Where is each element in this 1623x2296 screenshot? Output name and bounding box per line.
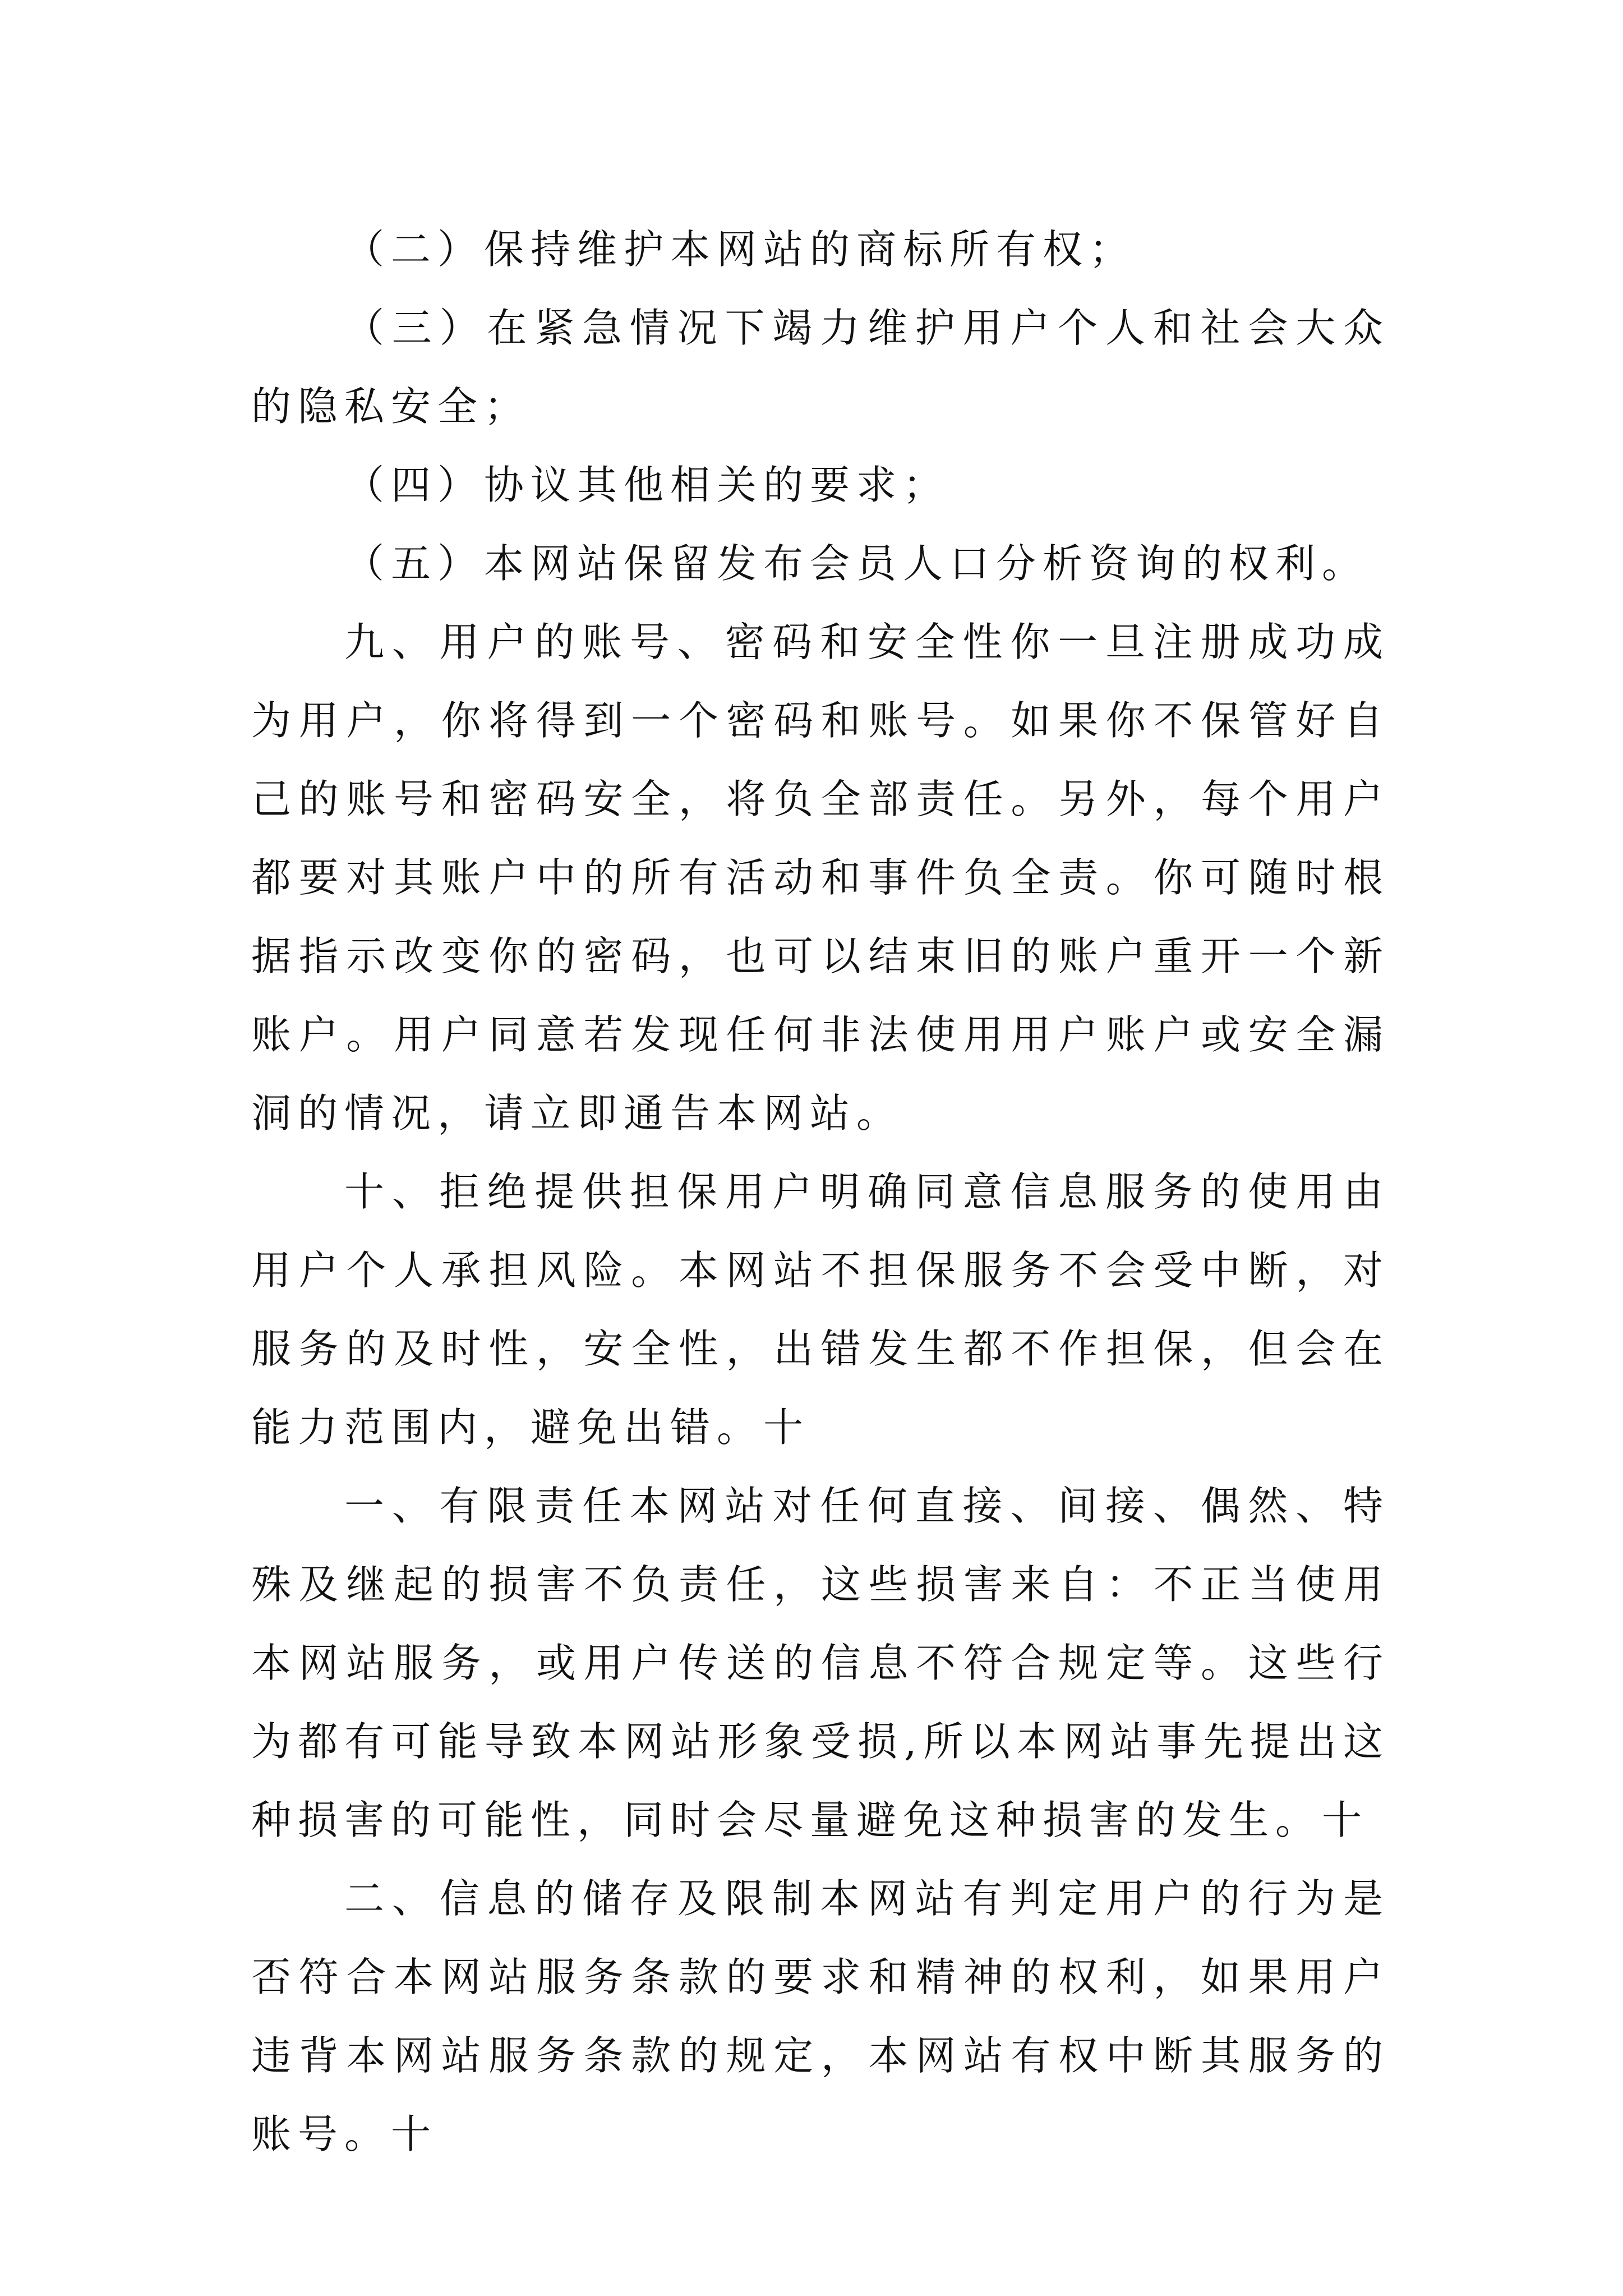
paragraph-member-analysis: （五）本网站保留发布会员人口分析资询的权利。: [344, 540, 1369, 587]
paragraph-trademark: （二）保持维护本网站的商标所有权；: [344, 226, 1136, 273]
paragraph-no-warranty: 十、拒绝提供担保用户明确同意信息服务的使用由用户个人承担风险。本网站不担保服务不会受中断，对服务的及时性，安全性，出错发生都不作担保，但会在能力范围内，避免出错。十: [251, 1168, 1390, 1451]
paragraph-privacy: （三）在紧急情况下竭力维护用户个人和社会大众的隐私安全；: [251, 305, 1390, 430]
paragraph-information-storage: 二、信息的储存及限制本网站有判定用户的行为是否符合本网站服务条款的要求和精神的权利，如果用户违背本网站服务条款的规定，本网站有权中断其服务的账号。十: [251, 1875, 1390, 2157]
paragraph-limited-liability: 一、有限责任本网站对任何直接、间接、偶然、特殊及继起的损害不负责任，这些损害来自：不正当使用本网站服务，或用户传送的信息不符合规定等。这些行为都有可能导致本网站形象受损,所以本网站事先提出这种损害的可能性，同时会尽量避免这种损害的发生。十: [251, 1483, 1390, 1843]
paragraph-account-security: 九、用户的账号、密码和安全性你一旦注册成功成为用户，你将得到一个密码和账号。如果你不保管好自己的账号和密码安全，将负全部责任。另外，每个用户都要对其账户中的所有活动和事件负全责。你可随时根据指示改变你的密码，也可以结束旧的账户重开一个新账户。用户同意若发现任何非法使用用户账户或安全漏洞的情况，请立即通告本网站。: [251, 619, 1390, 1137]
document-body: [251, 210, 1390, 2174]
paragraph-other-requirements: （四）协议其他相关的要求；: [344, 462, 950, 508]
